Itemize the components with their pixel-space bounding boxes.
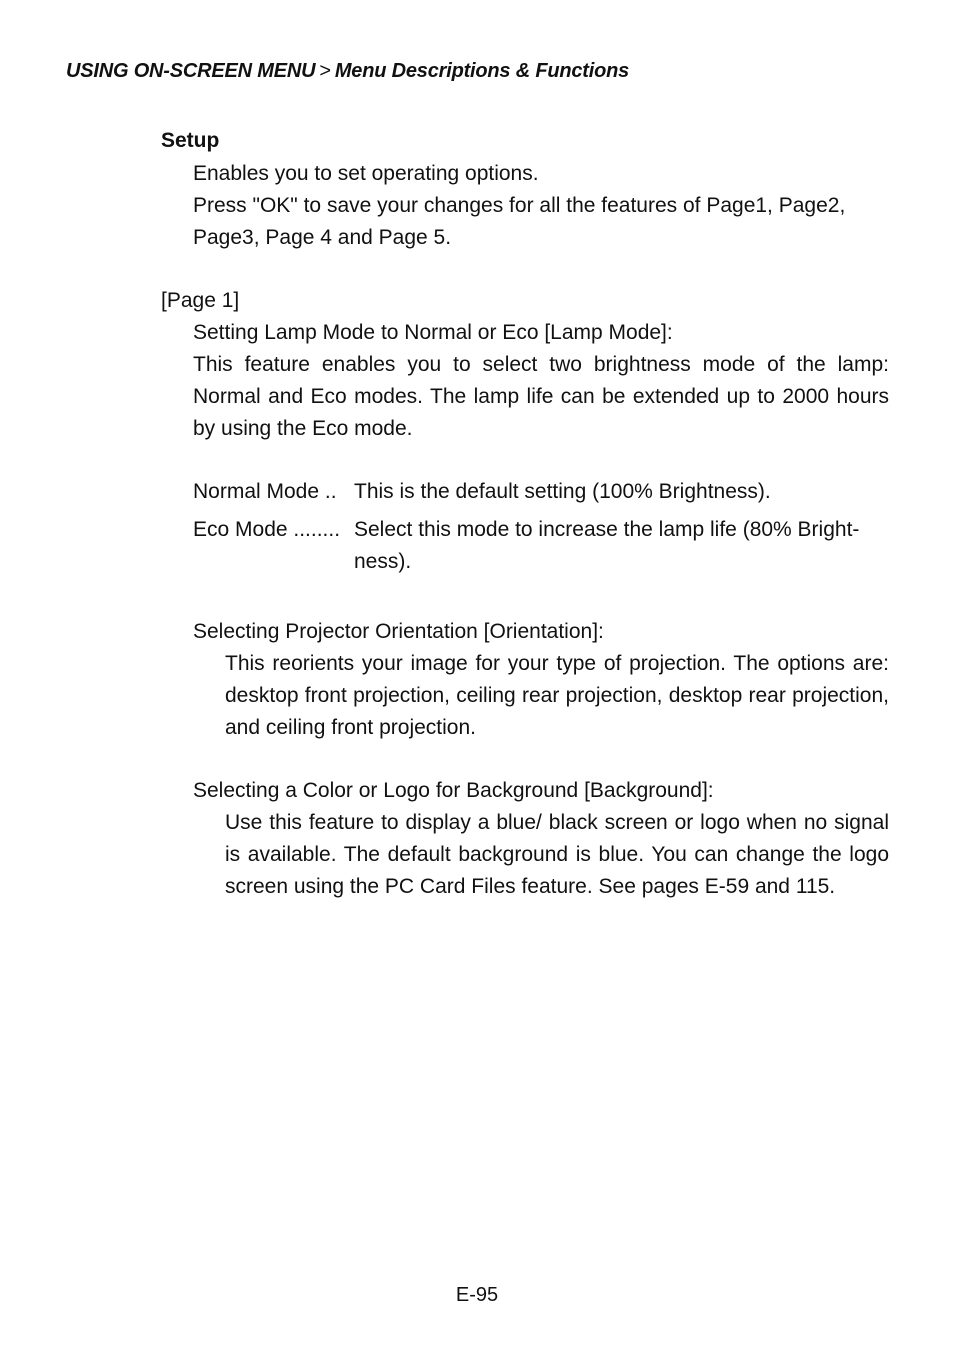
header-subsection: Menu Descriptions & Functions	[334, 60, 630, 82]
header-separator: >	[319, 60, 331, 82]
background-text: Use this feature to display a blue/ black screen or logo when no signal is available. The default background is blue. You can change the logo screen using the PC Card Files feature. See pages E-59 and 115.	[225, 811, 889, 898]
section-title: Setup	[161, 129, 220, 152]
lamp-mode-heading: Setting Lamp Mode to Normal or Eco [Lamp Mode]:	[193, 321, 673, 344]
normal-mode-desc: This is the default setting (100% Brightness).	[354, 480, 771, 503]
orientation-heading: Selecting Projector Orientation [Orientation]:	[193, 620, 604, 643]
lamp-mode-text: This feature enables you to select two brightness mode of the lamp: Normal and Eco modes. The lamp life can be extended up to 2000 hours by using the Eco mode.	[193, 353, 889, 440]
page-label: [Page 1]	[161, 289, 240, 312]
eco-mode-term: Eco Mode ........	[193, 518, 341, 541]
page-number: E-95	[455, 1284, 499, 1306]
eco-mode-row	[193, 514, 889, 578]
eco-mode-desc: Select this mode to increase the lamp life (80% Bright-ness).	[354, 518, 860, 573]
normal-mode-term: Normal Mode ..	[193, 480, 337, 503]
running-header	[66, 60, 629, 83]
normal-mode-row	[193, 476, 889, 508]
background-heading: Selecting a Color or Logo for Background [Background]:	[193, 779, 714, 802]
setup-instructions: Press "OK" to save your changes for all the features of Page1, Page2, Page3, Page 4 and Page 5.	[193, 194, 846, 249]
setup-intro: Enables you to set operating options.	[193, 162, 539, 185]
orientation-text: This reorients your image for your type of projection. The options are: desktop front projection, ceiling rear projection, desktop rear projection, and ceiling front projection.	[225, 652, 889, 739]
header-section: USING ON-SCREEN MENU	[66, 60, 316, 82]
